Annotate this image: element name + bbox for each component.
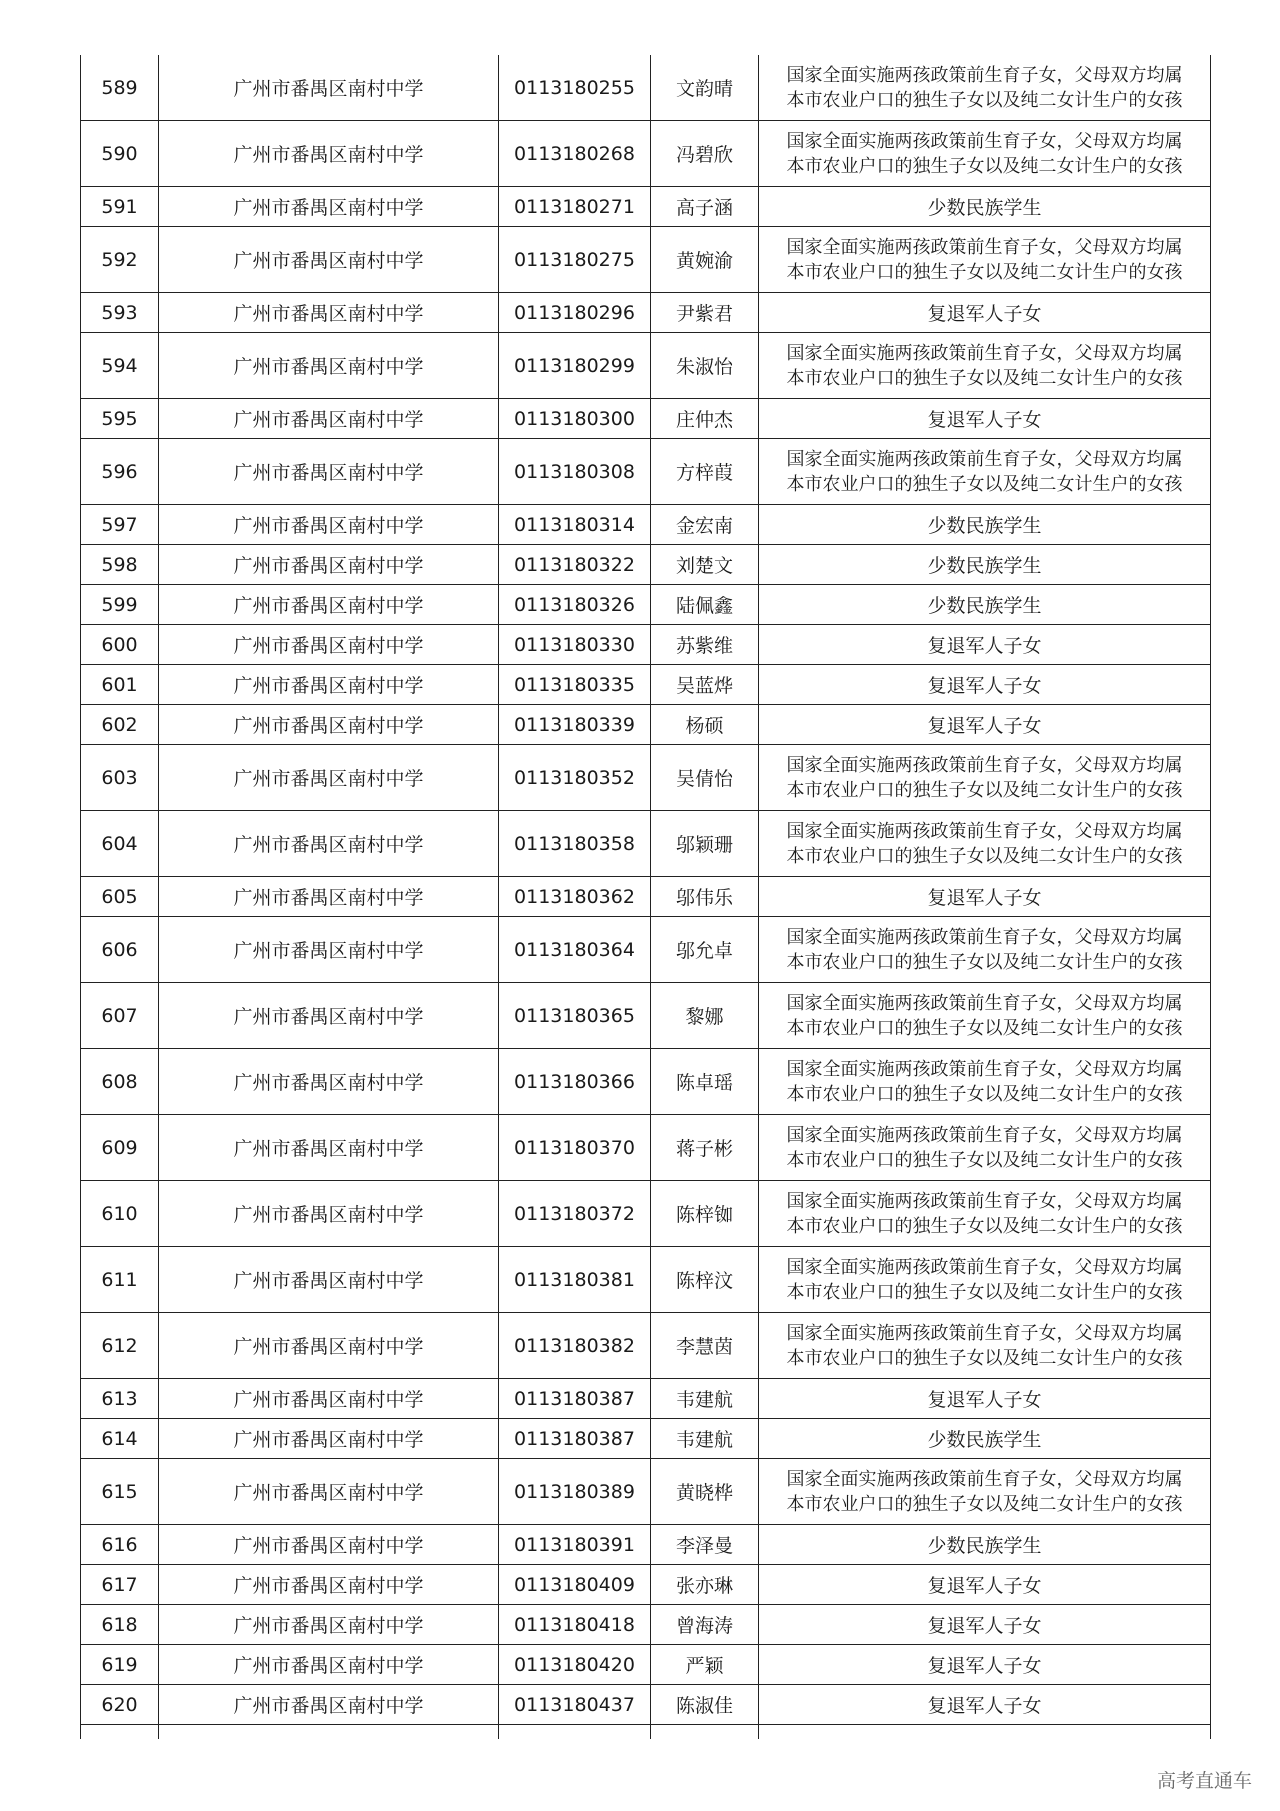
category-cell: 少数民族学生 [759, 1419, 1211, 1459]
student-id-cell: 0113180381 [499, 1247, 651, 1313]
empty-cell [159, 1725, 499, 1740]
student-id-cell: 0113180268 [499, 121, 651, 187]
student-id-cell: 0113180365 [499, 983, 651, 1049]
student-name-cell: 陆佩鑫 [651, 585, 759, 625]
row-number-cell: 607 [81, 983, 159, 1049]
table-row [81, 917, 1211, 983]
school-name-cell: 广州市番禺区南村中学 [159, 745, 499, 811]
school-name-cell: 广州市番禺区南村中学 [159, 227, 499, 293]
category-cell: 复退军人子女 [759, 1565, 1211, 1605]
row-number-cell: 596 [81, 439, 159, 505]
student-name-cell: 陈梓汶 [651, 1247, 759, 1313]
school-name-cell: 广州市番禺区南村中学 [159, 705, 499, 745]
student-name-cell: 韦建航 [651, 1379, 759, 1419]
row-number-cell: 593 [81, 293, 159, 333]
table-row [81, 187, 1211, 227]
row-number-cell: 620 [81, 1685, 159, 1725]
student-name-cell: 黄婉渝 [651, 227, 759, 293]
student-id-cell: 0113180255 [499, 55, 651, 121]
row-number-cell: 598 [81, 545, 159, 585]
category-cell: 国家全面实施两孩政策前生育子女，父母双方均属 本市农业户口的独生子女以及纯二女计生户的女孩 [759, 917, 1211, 983]
row-number-cell: 613 [81, 1379, 159, 1419]
category-cell: 国家全面实施两孩政策前生育子女，父母双方均属 本市农业户口的独生子女以及纯二女计生户的女孩 [759, 227, 1211, 293]
student-name-cell: 黄晓桦 [651, 1459, 759, 1525]
row-number-cell: 609 [81, 1115, 159, 1181]
student-id-cell: 0113180437 [499, 1685, 651, 1725]
table-row [81, 1313, 1211, 1379]
empty-cell [81, 1725, 159, 1740]
school-name-cell: 广州市番禺区南村中学 [159, 1525, 499, 1565]
school-name-cell: 广州市番禺区南村中学 [159, 1565, 499, 1605]
table-row [81, 1525, 1211, 1565]
table-row [81, 399, 1211, 439]
school-name-cell: 广州市番禺区南村中学 [159, 1115, 499, 1181]
category-cell: 复退军人子女 [759, 665, 1211, 705]
category-cell: 国家全面实施两孩政策前生育子女，父母双方均属 本市农业户口的独生子女以及纯二女计生户的女孩 [759, 1115, 1211, 1181]
student-id-cell: 0113180299 [499, 333, 651, 399]
row-number-cell: 612 [81, 1313, 159, 1379]
student-name-cell: 曾海涛 [651, 1605, 759, 1645]
student-name-cell: 李慧茵 [651, 1313, 759, 1379]
table-row [81, 1605, 1211, 1645]
category-cell: 国家全面实施两孩政策前生育子女，父母双方均属 本市农业户口的独生子女以及纯二女计生户的女孩 [759, 1313, 1211, 1379]
student-name-cell: 陈卓瑶 [651, 1049, 759, 1115]
student-name-cell: 杨硕 [651, 705, 759, 745]
student-id-cell: 0113180358 [499, 811, 651, 877]
category-cell: 复退军人子女 [759, 399, 1211, 439]
table-row [81, 439, 1211, 505]
student-name-cell: 严颖 [651, 1645, 759, 1685]
school-name-cell: 广州市番禺区南村中学 [159, 545, 499, 585]
row-number-cell: 589 [81, 55, 159, 121]
student-name-cell: 高子涵 [651, 187, 759, 227]
student-name-cell: 陈淑佳 [651, 1685, 759, 1725]
table-row [81, 121, 1211, 187]
school-name-cell: 广州市番禺区南村中学 [159, 811, 499, 877]
student-id-cell: 0113180330 [499, 625, 651, 665]
student-name-cell: 陈梓铷 [651, 1181, 759, 1247]
student-name-cell: 吴蓝烨 [651, 665, 759, 705]
school-name-cell: 广州市番禺区南村中学 [159, 399, 499, 439]
school-name-cell: 广州市番禺区南村中学 [159, 333, 499, 399]
school-name-cell: 广州市番禺区南村中学 [159, 625, 499, 665]
row-number-cell: 616 [81, 1525, 159, 1565]
category-cell: 国家全面实施两孩政策前生育子女，父母双方均属 本市农业户口的独生子女以及纯二女计生户的女孩 [759, 745, 1211, 811]
school-name-cell: 广州市番禺区南村中学 [159, 1419, 499, 1459]
category-cell: 国家全面实施两孩政策前生育子女，父母双方均属 本市农业户口的独生子女以及纯二女计生户的女孩 [759, 983, 1211, 1049]
category-cell: 国家全面实施两孩政策前生育子女，父母双方均属 本市农业户口的独生子女以及纯二女计生户的女孩 [759, 439, 1211, 505]
table-row [81, 983, 1211, 1049]
row-number-cell: 605 [81, 877, 159, 917]
student-name-cell: 邬颖珊 [651, 811, 759, 877]
student-id-cell: 0113180364 [499, 917, 651, 983]
category-cell: 少数民族学生 [759, 187, 1211, 227]
table-row [81, 1379, 1211, 1419]
student-name-cell: 苏紫维 [651, 625, 759, 665]
student-name-cell: 黎娜 [651, 983, 759, 1049]
category-cell: 少数民族学生 [759, 585, 1211, 625]
school-name-cell: 广州市番禺区南村中学 [159, 439, 499, 505]
table-row [81, 1459, 1211, 1525]
table-row [81, 705, 1211, 745]
student-id-cell: 0113180362 [499, 877, 651, 917]
category-cell: 国家全面实施两孩政策前生育子女，父母双方均属 本市农业户口的独生子女以及纯二女计生户的女孩 [759, 1181, 1211, 1247]
row-number-cell: 601 [81, 665, 159, 705]
row-number-cell: 595 [81, 399, 159, 439]
student-id-cell: 0113180372 [499, 1181, 651, 1247]
row-number-cell: 619 [81, 1645, 159, 1685]
school-name-cell: 广州市番禺区南村中学 [159, 1459, 499, 1525]
category-cell: 复退军人子女 [759, 1379, 1211, 1419]
school-name-cell: 广州市番禺区南村中学 [159, 1049, 499, 1115]
category-cell: 国家全面实施两孩政策前生育子女，父母双方均属 本市农业户口的独生子女以及纯二女计生户的女孩 [759, 1247, 1211, 1313]
school-name-cell: 广州市番禺区南村中学 [159, 1247, 499, 1313]
school-name-cell: 广州市番禺区南村中学 [159, 1605, 499, 1645]
school-name-cell: 广州市番禺区南村中学 [159, 1181, 499, 1247]
row-number-cell: 606 [81, 917, 159, 983]
school-name-cell: 广州市番禺区南村中学 [159, 293, 499, 333]
category-cell: 少数民族学生 [759, 505, 1211, 545]
row-number-cell: 618 [81, 1605, 159, 1645]
student-name-cell: 金宏南 [651, 505, 759, 545]
school-name-cell: 广州市番禺区南村中学 [159, 187, 499, 227]
row-number-cell: 611 [81, 1247, 159, 1313]
watermark-text: 高考直通车 [1156, 1770, 1252, 1792]
category-cell: 复退军人子女 [759, 1685, 1211, 1725]
student-name-cell: 庄仲杰 [651, 399, 759, 439]
category-cell: 国家全面实施两孩政策前生育子女，父母双方均属 本市农业户口的独生子女以及纯二女计生户的女孩 [759, 55, 1211, 121]
category-cell: 国家全面实施两孩政策前生育子女，父母双方均属 本市农业户口的独生子女以及纯二女计生户的女孩 [759, 1459, 1211, 1525]
row-number-cell: 597 [81, 505, 159, 545]
student-id-cell: 0113180370 [499, 1115, 651, 1181]
school-name-cell: 广州市番禺区南村中学 [159, 917, 499, 983]
table-row [81, 1247, 1211, 1313]
student-id-cell: 0113180308 [499, 439, 651, 505]
category-cell: 复退军人子女 [759, 705, 1211, 745]
row-number-cell: 608 [81, 1049, 159, 1115]
student-id-cell: 0113180339 [499, 705, 651, 745]
student-name-cell: 李泽曼 [651, 1525, 759, 1565]
row-number-cell: 599 [81, 585, 159, 625]
student-name-cell: 刘楚文 [651, 545, 759, 585]
category-cell: 复退军人子女 [759, 877, 1211, 917]
row-number-cell: 610 [81, 1181, 159, 1247]
row-number-cell: 591 [81, 187, 159, 227]
student-name-cell: 冯碧欣 [651, 121, 759, 187]
row-number-cell: 614 [81, 1419, 159, 1459]
student-id-cell: 0113180296 [499, 293, 651, 333]
school-name-cell: 广州市番禺区南村中学 [159, 585, 499, 625]
student-id-cell: 0113180300 [499, 399, 651, 439]
student-id-cell: 0113180391 [499, 1525, 651, 1565]
school-name-cell: 广州市番禺区南村中学 [159, 1313, 499, 1379]
empty-cell [499, 1725, 651, 1740]
student-name-cell: 邬允卓 [651, 917, 759, 983]
student-id-cell: 0113180322 [499, 545, 651, 585]
student-name-cell: 邬伟乐 [651, 877, 759, 917]
student-name-cell: 蒋子彬 [651, 1115, 759, 1181]
row-number-cell: 602 [81, 705, 159, 745]
empty-cell [651, 1725, 759, 1740]
category-cell: 少数民族学生 [759, 1525, 1211, 1565]
student-id-cell: 0113180366 [499, 1049, 651, 1115]
table-row [81, 333, 1211, 399]
table-row [81, 505, 1211, 545]
table-row [81, 585, 1211, 625]
category-cell: 复退军人子女 [759, 293, 1211, 333]
roster-table [80, 55, 1211, 1739]
table-row [81, 1049, 1211, 1115]
row-number-cell: 615 [81, 1459, 159, 1525]
school-name-cell: 广州市番禺区南村中学 [159, 877, 499, 917]
student-id-cell: 0113180335 [499, 665, 651, 705]
student-id-cell: 0113180314 [499, 505, 651, 545]
category-cell: 国家全面实施两孩政策前生育子女，父母双方均属 本市农业户口的独生子女以及纯二女计生户的女孩 [759, 1049, 1211, 1115]
category-cell: 复退军人子女 [759, 625, 1211, 665]
student-id-cell: 0113180420 [499, 1645, 651, 1685]
school-name-cell: 广州市番禺区南村中学 [159, 121, 499, 187]
category-cell: 国家全面实施两孩政策前生育子女，父母双方均属 本市农业户口的独生子女以及纯二女计生户的女孩 [759, 811, 1211, 877]
table-row [81, 1181, 1211, 1247]
category-cell: 复退军人子女 [759, 1605, 1211, 1645]
student-id-cell: 0113180387 [499, 1419, 651, 1459]
table-row [81, 545, 1211, 585]
table-row [81, 877, 1211, 917]
row-number-cell: 603 [81, 745, 159, 811]
category-cell: 国家全面实施两孩政策前生育子女，父母双方均属 本市农业户口的独生子女以及纯二女计生户的女孩 [759, 121, 1211, 187]
school-name-cell: 广州市番禺区南村中学 [159, 665, 499, 705]
student-name-cell: 文韵晴 [651, 55, 759, 121]
table-row [81, 293, 1211, 333]
row-number-cell: 594 [81, 333, 159, 399]
table-row [81, 745, 1211, 811]
student-id-cell: 0113180326 [499, 585, 651, 625]
row-number-cell: 617 [81, 1565, 159, 1605]
student-id-cell: 0113180387 [499, 1379, 651, 1419]
student-id-cell: 0113180418 [499, 1605, 651, 1645]
student-name-cell: 吴倩怡 [651, 745, 759, 811]
table-row-continuation [81, 1725, 1211, 1740]
school-name-cell: 广州市番禺区南村中学 [159, 505, 499, 545]
student-name-cell: 尹紫君 [651, 293, 759, 333]
table-row [81, 665, 1211, 705]
category-cell: 少数民族学生 [759, 545, 1211, 585]
category-cell: 国家全面实施两孩政策前生育子女，父母双方均属 本市农业户口的独生子女以及纯二女计生户的女孩 [759, 333, 1211, 399]
table-row [81, 1645, 1211, 1685]
student-id-cell: 0113180409 [499, 1565, 651, 1605]
student-name-cell: 韦建航 [651, 1419, 759, 1459]
school-name-cell: 广州市番禺区南村中学 [159, 1379, 499, 1419]
table-row [81, 1419, 1211, 1459]
school-name-cell: 广州市番禺区南村中学 [159, 1645, 499, 1685]
student-name-cell: 张亦琳 [651, 1565, 759, 1605]
student-name-cell: 朱淑怡 [651, 333, 759, 399]
student-id-cell: 0113180271 [499, 187, 651, 227]
category-cell: 复退军人子女 [759, 1645, 1211, 1685]
row-number-cell: 600 [81, 625, 159, 665]
table-row [81, 1685, 1211, 1725]
student-id-cell: 0113180382 [499, 1313, 651, 1379]
table-row [81, 811, 1211, 877]
roster-table-container [80, 55, 1210, 1739]
school-name-cell: 广州市番禺区南村中学 [159, 55, 499, 121]
empty-cell [759, 1725, 1211, 1740]
student-id-cell: 0113180352 [499, 745, 651, 811]
school-name-cell: 广州市番禺区南村中学 [159, 983, 499, 1049]
student-id-cell: 0113180389 [499, 1459, 651, 1525]
student-name-cell: 方梓葭 [651, 439, 759, 505]
table-row [81, 227, 1211, 293]
table-row [81, 625, 1211, 665]
table-row [81, 1565, 1211, 1605]
row-number-cell: 604 [81, 811, 159, 877]
student-id-cell: 0113180275 [499, 227, 651, 293]
row-number-cell: 590 [81, 121, 159, 187]
row-number-cell: 592 [81, 227, 159, 293]
roster-table-body [81, 55, 1211, 1739]
table-row [81, 55, 1211, 121]
table-row [81, 1115, 1211, 1181]
school-name-cell: 广州市番禺区南村中学 [159, 1685, 499, 1725]
